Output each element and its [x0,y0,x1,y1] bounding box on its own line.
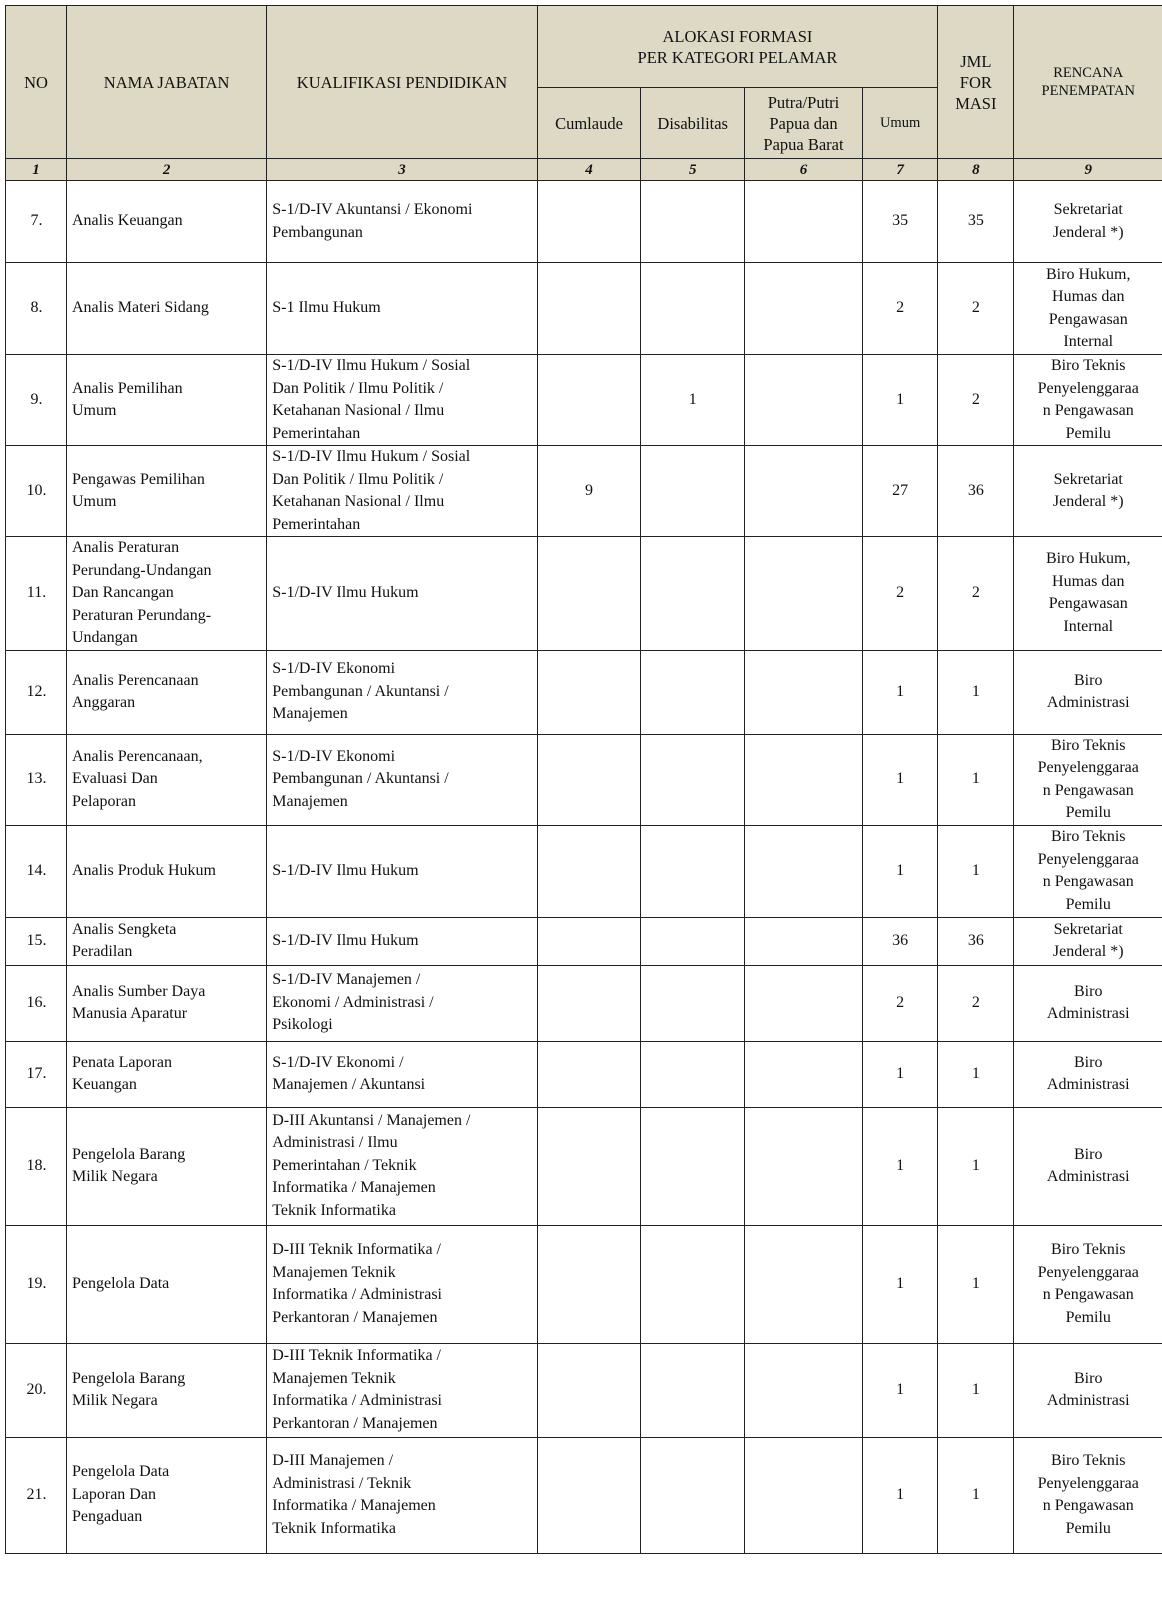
cell-cumlaude: 9 [537,446,641,537]
cell-penempatan [1014,650,1162,734]
cell-nama-jabatan-line: Analis Produk Hukum [71,861,216,879]
cell-kualifikasi-line: Administrasi / Teknik [272,1474,412,1492]
cell-nama-jabatan-line: Analis Keuangan [71,212,183,230]
cell-nama-jabatan [66,1343,266,1437]
cell-no: 18. [6,1107,67,1225]
cell-umum: 1 [862,1041,937,1107]
cell-papua [745,263,863,355]
cell-cumlaude [537,1343,641,1437]
cell-penempatan-line: Internal [1063,333,1114,350]
table-row [6,917,1162,965]
cell-kualifikasi-line: S-1/D-IV Ilmu Hukum [272,861,419,879]
cell-nama-jabatan-line: Anggaran [71,694,136,711]
cell-papua [745,181,863,263]
cell-kualifikasi-line: Informatika / Manajemen [272,1497,436,1514]
cell-jml: 2 [938,263,1014,355]
cell-nama-jabatan-line: Umum [71,493,117,510]
cell-no: 12. [6,650,67,734]
cell-no: 21. [6,1437,67,1553]
cell-umum: 1 [862,734,937,825]
cell-papua [745,1437,863,1553]
cell-penempatan-line: Jenderal *) [1052,223,1124,241]
cell-penempatan-line: Biro Teknis [1050,828,1126,845]
cell-kualifikasi-line: D-III Akuntansi / Manajemen / [272,1111,471,1129]
column-number: 6 [745,159,863,181]
table-row [6,181,1162,263]
cell-penempatan-line: Sekretariat [1053,470,1123,488]
cell-penempatan-line: Biro [1074,1145,1103,1163]
cell-kualifikasi-line: Manajemen [272,705,348,723]
cell-papua [745,734,863,825]
cell-nama-jabatan [66,825,266,917]
cell-umum: 1 [862,650,937,734]
cell-nama-jabatan [66,1041,266,1107]
cell-penempatan-line: Administrasi [1046,1076,1130,1093]
cell-penempatan-line: n Pengawasan [1042,402,1134,419]
cell-penempatan-line: Pemilu [1065,895,1111,913]
cell-nama-jabatan [66,917,266,965]
cell-umum: 2 [862,263,937,355]
cell-kualifikasi [267,650,537,734]
cell-kualifikasi-line: S-1/D-IV Ilmu Hukum [272,931,419,949]
cell-penempatan-line: Humas dan [1052,572,1125,590]
cell-no: 20. [6,1343,67,1437]
cell-kualifikasi-line: Dan Politik / Ilmu Politik / [272,470,444,488]
cell-penempatan [1014,355,1162,446]
cell-penempatan-line: Biro [1074,982,1103,1000]
table-body [6,181,1162,1554]
cell-penempatan-line: Pengawasan [1048,310,1128,328]
header-no: NO [6,6,67,159]
cell-penempatan-line: Penyelenggaraa [1037,1263,1139,1281]
header-umum: Umum [862,88,937,159]
cell-kualifikasi-line: Administrasi / Ilmu [272,1134,398,1152]
table-row [6,1041,1162,1107]
cell-penempatan-line: Jenderal *) [1052,493,1124,510]
cell-nama-jabatan-line: Analis Perencanaan, [71,747,203,765]
cell-papua [745,537,863,651]
cell-nama-jabatan-line: Peraturan Perundang- [71,606,212,624]
cell-kualifikasi-line: Informatika / Administrasi [272,1286,442,1303]
header-papua: Putra/Putri Papua dan Papua Barat [745,88,863,159]
cell-umum: 1 [862,1343,937,1437]
cell-nama-jabatan-line: Manusia Aparatur [71,1005,188,1022]
column-number: 2 [66,159,266,181]
cell-kualifikasi-line: S-1/D-IV Ilmu Hukum / Sosial [272,448,471,465]
cell-penempatan-line: Pengawasan [1048,595,1128,613]
cell-penempatan-line: Internal [1063,617,1114,635]
header-jml-formasi: JML FOR MASI [938,6,1014,159]
cell-penempatan-line: Pemilu [1065,1519,1111,1537]
cell-cumlaude [537,825,641,917]
cell-penempatan [1014,965,1162,1041]
cell-no: 7. [6,181,67,263]
cell-penempatan-line: Biro [1074,671,1103,689]
cell-penempatan [1014,734,1162,825]
cell-nama-jabatan [66,1437,266,1553]
cell-penempatan-line: Penyelenggaraa [1037,759,1139,776]
cell-nama-jabatan-line: Pengelola Barang [71,1369,186,1387]
cell-umum: 27 [862,446,937,537]
cell-nama-jabatan-line: Pelaporan [71,792,136,810]
cell-jml: 2 [938,965,1014,1041]
table-row [6,650,1162,734]
table-row [6,446,1162,537]
table-row [6,263,1162,355]
cell-nama-jabatan-line: Umum [71,402,117,419]
cell-nama-jabatan-line: Evaluasi Dan [71,770,158,788]
cell-kualifikasi-line: S-1/D-IV Manajemen / [272,971,421,989]
cell-kualifikasi-line: Manajemen [272,792,348,810]
cell-kualifikasi-line: Manajemen Teknik [272,1369,396,1387]
cell-jml: 1 [938,1225,1014,1343]
table-row [6,1225,1162,1343]
cell-no: 13. [6,734,67,825]
cell-nama-jabatan-line: Undangan [71,629,138,646]
table-row [6,965,1162,1041]
cell-disabilitas [641,446,745,537]
cell-kualifikasi [267,1041,537,1107]
cell-umum: 35 [862,181,937,263]
cell-kualifikasi-line: Informatika / Manajemen [272,1179,436,1197]
column-number: 9 [1014,159,1162,181]
cell-penempatan-line: Pemilu [1065,424,1111,442]
cell-nama-jabatan-line: Perundang-Undangan [71,561,212,579]
cell-kualifikasi-line: S-1/D-IV Ilmu Hukum / Sosial [272,357,471,374]
cell-jml: 2 [938,355,1014,446]
cell-nama-jabatan [66,965,266,1041]
cell-no: 11. [6,537,67,651]
cell-umum: 1 [862,1225,937,1343]
cell-kualifikasi [267,825,537,917]
cell-penempatan-line: Biro [1074,1053,1103,1071]
column-number: 7 [862,159,937,181]
cell-penempatan-line: Pemilu [1065,1308,1111,1326]
cell-disabilitas [641,965,745,1041]
cell-kualifikasi-line: Pembangunan / Akuntansi / [272,682,449,700]
cell-nama-jabatan [66,650,266,734]
cell-disabilitas [641,825,745,917]
cell-penempatan-line: Administrasi [1046,1168,1130,1185]
cell-nama-jabatan-line: Analis Sengketa [71,920,177,938]
cell-penempatan [1014,1437,1162,1553]
header-rencana-penempatan: RENCANA PENEMPATAN [1014,6,1162,159]
cell-penempatan-line: Humas dan [1052,288,1125,305]
cell-disabilitas [641,263,745,355]
header-cumlaude: Cumlaude [537,88,641,159]
cell-nama-jabatan-line: Analis Peraturan [71,539,180,556]
cell-penempatan [1014,263,1162,355]
cell-nama-jabatan-line: Pengelola Data [71,1274,170,1292]
cell-nama-jabatan [66,734,266,825]
cell-kualifikasi-line: S-1/D-IV Akuntansi / Ekonomi [272,201,473,218]
cell-cumlaude [537,355,641,446]
cell-papua [745,1225,863,1343]
table-header [6,6,1162,181]
cell-umum: 2 [862,537,937,651]
cell-papua [745,446,863,537]
cell-penempatan-line: Penyelenggaraa [1037,850,1139,868]
cell-umum: 1 [862,1107,937,1225]
cell-kualifikasi-line: Perkantoran / Manajemen [272,1308,438,1326]
cell-kualifikasi-line: Teknik Informatika [272,1201,396,1219]
cell-penempatan-line: n Pengawasan [1042,873,1134,890]
column-number: 5 [641,159,745,181]
cell-penempatan-line: Biro Teknis [1050,1452,1126,1469]
formasi-table [5,5,1162,1554]
cell-kualifikasi-line: S-1 Ilmu Hukum [272,299,381,317]
cell-papua [745,1107,863,1225]
column-number: 1 [6,159,67,181]
cell-disabilitas [641,537,745,651]
cell-penempatan-line: Biro Hukum, [1046,265,1131,283]
cell-umum: 1 [862,825,937,917]
cell-kualifikasi-line: Dan Politik / Ilmu Politik / [272,379,444,397]
cell-jml: 36 [938,446,1014,537]
cell-jml: 1 [938,1041,1014,1107]
cell-kualifikasi [267,1225,537,1343]
cell-disabilitas [641,1343,745,1437]
column-number: 8 [938,159,1014,181]
table-row [6,537,1162,651]
cell-kualifikasi-line: Pembangunan / Akuntansi / [272,770,449,788]
cell-penempatan [1014,446,1162,537]
cell-kualifikasi [267,965,537,1041]
cell-disabilitas [641,917,745,965]
cell-nama-jabatan [66,1225,266,1343]
cell-kualifikasi-line: Psikologi [272,1016,333,1034]
cell-kualifikasi [267,1437,537,1553]
cell-nama-jabatan-line: Analis Pemilihan [71,379,183,397]
cell-jml: 1 [938,1107,1014,1225]
cell-disabilitas [641,734,745,825]
cell-jml: 1 [938,1343,1014,1437]
cell-papua [745,825,863,917]
cell-cumlaude [537,537,641,651]
cell-kualifikasi-line: Manajemen Teknik [272,1263,396,1281]
cell-penempatan [1014,917,1162,965]
cell-penempatan-line: Administrasi [1046,694,1130,711]
cell-kualifikasi-line: S-1/D-IV Ekonomi [272,747,396,765]
cell-kualifikasi-line: Perkantoran / Manajemen [272,1414,438,1432]
cell-kualifikasi [267,1343,537,1437]
header-kualifikasi: KUALIFIKASI PENDIDIKAN [267,6,537,159]
cell-nama-jabatan [66,446,266,537]
cell-cumlaude [537,263,641,355]
cell-jml: 35 [938,181,1014,263]
cell-penempatan-line: n Pengawasan [1042,1286,1134,1303]
cell-kualifikasi-line: Informatika / Administrasi [272,1392,442,1409]
cell-nama-jabatan-line: Pengelola Barang [71,1145,186,1163]
cell-cumlaude [537,734,641,825]
cell-kualifikasi [267,181,537,263]
cell-penempatan-line: n Pengawasan [1042,781,1134,799]
cell-nama-jabatan [66,355,266,446]
cell-nama-jabatan [66,1107,266,1225]
cell-jml: 1 [938,825,1014,917]
cell-no: 8. [6,263,67,355]
cell-penempatan [1014,1343,1162,1437]
cell-papua [745,1041,863,1107]
table-row [6,1107,1162,1225]
cell-nama-jabatan [66,537,266,651]
cell-cumlaude [537,1225,641,1343]
cell-papua [745,917,863,965]
cell-kualifikasi [267,917,537,965]
cell-disabilitas [641,1041,745,1107]
cell-nama-jabatan-line: Analis Materi Sidang [71,299,209,317]
table-row [6,825,1162,917]
cell-penempatan-line: Penyelenggaraa [1037,1474,1139,1492]
cell-nama-jabatan-line: Analis Perencanaan [71,671,199,689]
cell-disabilitas [641,1225,745,1343]
cell-cumlaude [537,1437,641,1553]
cell-kualifikasi-line: S-1/D-IV Ekonomi [272,660,396,678]
cell-cumlaude [537,1107,641,1225]
column-number: 4 [537,159,641,181]
cell-kualifikasi-line: Manajemen / Akuntansi [272,1076,426,1093]
cell-penempatan [1014,181,1162,263]
cell-disabilitas [641,1107,745,1225]
cell-penempatan-line: Biro Teknis [1050,736,1126,754]
cell-jml: 1 [938,1437,1014,1553]
cell-kualifikasi [267,263,537,355]
cell-umum: 2 [862,965,937,1041]
cell-penempatan-line: Penyelenggaraa [1037,379,1139,397]
cell-disabilitas: 1 [641,355,745,446]
cell-kualifikasi-line: S-1/D-IV Ilmu Hukum [272,584,419,601]
cell-papua [745,355,863,446]
cell-kualifikasi-line: S-1/D-IV Ekonomi / [272,1053,404,1071]
cell-kualifikasi-line: Ketahanan Nasional / Ilmu [272,402,445,419]
cell-kualifikasi-line: Pembangunan [272,223,363,241]
cell-nama-jabatan-line: Milik Negara [71,1392,158,1409]
cell-kualifikasi-line: D-III Manajemen / [272,1452,394,1469]
header-alokasi-formasi: ALOKASI FORMASI PER KATEGORI PELAMAR [537,6,938,88]
cell-kualifikasi-line: D-III Teknik Informatika / [272,1347,441,1364]
cell-disabilitas [641,1437,745,1553]
cell-kualifikasi-line: Pemerintahan [272,424,361,442]
cell-cumlaude [537,650,641,734]
cell-penempatan-line: Biro Teknis [1050,1241,1126,1258]
cell-penempatan [1014,825,1162,917]
cell-kualifikasi [267,734,537,825]
cell-penempatan-line: Sekretariat [1053,920,1123,938]
cell-penempatan-line: Biro Hukum, [1046,550,1131,568]
cell-nama-jabatan-line: Dan Rancangan [71,584,174,601]
cell-papua [745,1343,863,1437]
cell-umum: 36 [862,917,937,965]
cell-cumlaude [537,965,641,1041]
column-number-row [6,159,1162,181]
table-row [6,734,1162,825]
header-nama-jabatan: NAMA JABATAN [66,6,266,159]
cell-disabilitas [641,650,745,734]
cell-kualifikasi-line: Pemerintahan [272,515,361,533]
cell-no: 17. [6,1041,67,1107]
table-row [6,1437,1162,1553]
cell-jml: 1 [938,734,1014,825]
cell-nama-jabatan-line: Pengelola Data [71,1463,170,1481]
cell-cumlaude [537,1041,641,1107]
cell-penempatan [1014,1041,1162,1107]
cell-no: 19. [6,1225,67,1343]
cell-nama-jabatan-line: Peradilan [71,943,133,960]
cell-penempatan-line: Administrasi [1046,1005,1130,1022]
cell-penempatan-line: Biro [1074,1369,1103,1387]
cell-nama-jabatan-line: Keuangan [71,1076,137,1093]
cell-penempatan-line: Biro Teknis [1050,357,1126,374]
cell-jml: 1 [938,650,1014,734]
cell-no: 14. [6,825,67,917]
cell-kualifikasi-line: Pemerintahan / Teknik [272,1156,417,1174]
cell-penempatan-line: Pemilu [1065,804,1111,821]
cell-penempatan [1014,1225,1162,1343]
cell-disabilitas [641,181,745,263]
cell-jml: 36 [938,917,1014,965]
cell-kualifikasi-line: Teknik Informatika [272,1519,396,1537]
cell-no: 10. [6,446,67,537]
cell-umum: 1 [862,355,937,446]
cell-penempatan-line: n Pengawasan [1042,1497,1134,1514]
cell-nama-jabatan [66,263,266,355]
cell-cumlaude [537,917,641,965]
cell-kualifikasi [267,1107,537,1225]
cell-penempatan-line: Sekretariat [1053,201,1123,218]
column-number: 3 [267,159,537,181]
cell-nama-jabatan-line: Laporan Dan [71,1485,156,1503]
cell-no: 15. [6,917,67,965]
cell-kualifikasi [267,446,537,537]
cell-cumlaude [537,181,641,263]
cell-papua [745,965,863,1041]
cell-kualifikasi [267,355,537,446]
cell-kualifikasi [267,537,537,651]
cell-penempatan [1014,537,1162,651]
cell-kualifikasi-line: Ekonomi / Administrasi / [272,993,434,1011]
cell-penempatan [1014,1107,1162,1225]
table-row [6,1343,1162,1437]
cell-kualifikasi-line: Ketahanan Nasional / Ilmu [272,493,445,510]
cell-penempatan-line: Jenderal *) [1052,943,1124,960]
cell-nama-jabatan-line: Analis Sumber Daya [71,982,206,1000]
cell-papua [745,650,863,734]
cell-nama-jabatan-line: Penata Laporan [71,1053,172,1071]
cell-nama-jabatan-line: Pengawas Pemilihan [71,470,205,488]
cell-penempatan-line: Administrasi [1046,1392,1130,1409]
table-row [6,355,1162,446]
cell-jml: 2 [938,537,1014,651]
cell-no: 16. [6,965,67,1041]
cell-nama-jabatan-line: Pengaduan [71,1508,143,1526]
cell-kualifikasi-line: D-III Teknik Informatika / [272,1241,441,1258]
header-disabilitas: Disabilitas [641,88,745,159]
cell-no: 9. [6,355,67,446]
cell-nama-jabatan-line: Milik Negara [71,1168,158,1185]
cell-nama-jabatan [66,181,266,263]
cell-umum: 1 [862,1437,937,1553]
